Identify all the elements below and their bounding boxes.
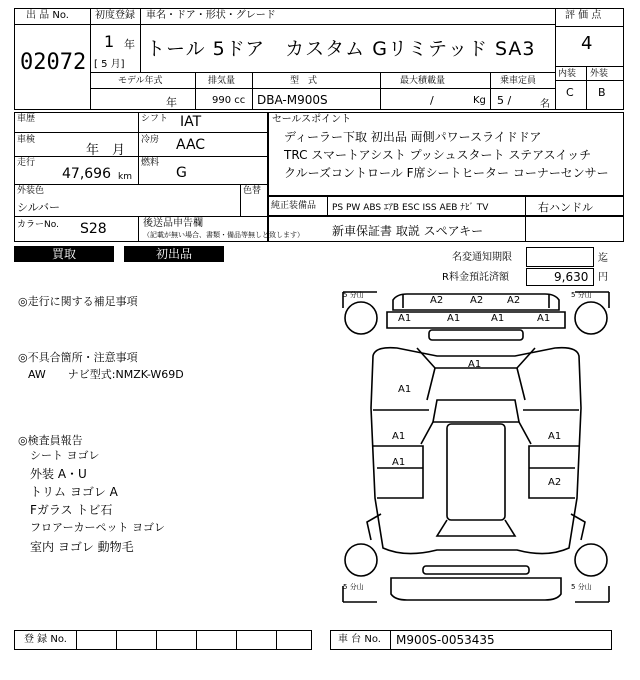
color: シルバー: [17, 201, 60, 214]
divider: [195, 72, 196, 110]
inspector-line: フロアーカーペット ヨゴレ: [30, 521, 165, 534]
lot-label: 出 品 No.: [26, 10, 69, 21]
ac: AAC: [176, 137, 206, 153]
chassis-number: M900S-0053435: [396, 633, 495, 647]
damage-mark: A1: [447, 313, 461, 324]
after-delivery-note: （記載が無い場合、書類・備品等無しと致します）: [143, 231, 304, 239]
divider: [90, 88, 555, 89]
divider: [586, 66, 587, 110]
tire-unit: 分山: [349, 291, 364, 299]
capacity-unit: 名: [540, 99, 550, 110]
model-year-label: モデル年式: [118, 76, 163, 86]
tire-depth: 5: [571, 583, 576, 591]
damage-mark: A1: [392, 457, 406, 468]
damage-mark: A1: [398, 384, 412, 395]
first-listing-badge: 初出品: [124, 246, 224, 262]
divider: [390, 630, 391, 650]
divider: [252, 72, 253, 110]
displacement-label: 排気量: [208, 76, 236, 86]
recycle-value: 9,630: [554, 270, 589, 284]
reg-no-label: 登 録 No.: [24, 634, 67, 645]
tire-fr-label: [571, 290, 592, 300]
tire-depth: 5: [343, 583, 348, 591]
inspector-line: トリム ヨゴレ A: [30, 485, 118, 499]
divider: [14, 216, 268, 217]
tire-unit: 分山: [577, 583, 592, 591]
score-label: 評 価 点: [565, 10, 602, 21]
tire-depth: 5: [343, 291, 348, 299]
driving-notes-title: ◎走行に関する補足事項: [18, 295, 138, 308]
chassis-label: 車 台 No.: [338, 634, 381, 645]
divider: [236, 630, 237, 650]
wheel-front-right: [575, 302, 607, 334]
sales-point-line: クルーズコントロール F席シートヒーター コーナーセンサー: [284, 166, 609, 180]
divider: [138, 112, 139, 184]
divider: [14, 132, 268, 133]
inspector-line: 外装 A・U: [30, 467, 87, 481]
first-reg-year-unit: 年: [124, 38, 135, 51]
defects-line: AW ナビ型式:NMZK-W69D: [28, 368, 184, 381]
tire-depth: 5: [571, 291, 576, 299]
interior-label: 内装: [558, 69, 577, 79]
inspector-title: ◎検査員報告: [18, 434, 83, 447]
interior-grade: C: [566, 86, 574, 99]
sales-points-title: セールスポイント: [272, 114, 352, 125]
divider: [380, 72, 381, 110]
exterior-label: 外装: [590, 69, 609, 79]
handle-side: 右ハンドル: [538, 201, 593, 214]
wheel-rear-right: [575, 544, 607, 576]
wheel-front-left: [345, 302, 377, 334]
divider: [196, 630, 197, 650]
lot-number: 02072: [20, 50, 87, 75]
score: 4: [581, 33, 593, 54]
tire-fl-label: [343, 290, 364, 300]
divider: [276, 630, 277, 650]
divider: [138, 216, 139, 242]
model-year-unit: 年: [166, 96, 177, 109]
sales-point-line: ディーラー下取 初出品 両側パワースライドドア: [284, 130, 542, 144]
damage-mark: A2: [470, 295, 484, 306]
type-label: 型 式: [290, 76, 318, 86]
capacity-label: 乗車定員: [500, 76, 537, 86]
equipment-label: 純正装備品: [271, 201, 317, 211]
damage-mark: A1: [537, 313, 551, 324]
fuel: G: [176, 165, 187, 181]
damage-mark: A1: [468, 359, 482, 370]
deadline-box: [526, 247, 594, 267]
shift-label: シフト: [141, 114, 169, 124]
shift: IAT: [180, 114, 202, 130]
divider: [14, 24, 90, 25]
type: DBA-M900S: [257, 93, 328, 107]
divider: [140, 8, 141, 72]
recycle-unit: 円: [598, 272, 608, 283]
divider: [116, 630, 117, 650]
capacity: 5 /: [497, 94, 512, 107]
max-load: /: [430, 94, 434, 107]
inspector-line: シート ヨゴレ: [30, 449, 100, 462]
tire-rl-label: [343, 582, 364, 592]
damage-mark: A1: [491, 313, 505, 324]
divider: [555, 26, 624, 27]
divider: [525, 216, 526, 242]
damage-mark: A2: [430, 295, 444, 306]
color-no: S28: [80, 221, 107, 237]
divider: [14, 184, 268, 185]
wheel-rear-left: [345, 544, 377, 576]
damage-mark: A1: [398, 313, 412, 324]
first-reg-year: 1: [104, 32, 115, 51]
defects-title: ◎不具合箇所・注意事項: [18, 351, 138, 364]
color-label: 外装色: [17, 186, 45, 196]
warranty-items: 新車保証書 取説 スペアキー: [332, 224, 484, 238]
car-name: トール 5ドア カスタム Gリミテッド SA3: [146, 38, 536, 60]
damage-mark: A1: [392, 431, 406, 442]
damage-mark: A1: [548, 431, 562, 442]
divider: [76, 630, 77, 650]
inspector-line: Fガラス トビ石: [30, 503, 113, 517]
equipment-items: PS PW ABS ｴｱB ESC ISS AEB ﾅﾋﾞ TV: [332, 203, 489, 213]
damage-mark: A2: [507, 295, 521, 306]
fuel-label: 燃料: [141, 158, 160, 168]
deadline-label: 名変通知期限: [452, 252, 512, 263]
max-load-unit: Kg: [473, 95, 486, 106]
divider: [90, 72, 555, 73]
recycle-label: R料金預託済額: [442, 272, 509, 283]
damage-mark: A2: [548, 477, 562, 488]
car-diagram: [337, 288, 615, 606]
displacement: 990 cc: [212, 95, 246, 106]
color-change-label: 色替: [243, 186, 262, 196]
divider: [327, 196, 328, 216]
divider: [490, 72, 491, 110]
first-reg-label: 初度登録: [95, 10, 135, 21]
inspection-value: 年 月: [86, 143, 126, 158]
divider: [555, 66, 624, 67]
mileage: 47,696: [62, 166, 111, 182]
divider: [240, 184, 241, 216]
first-reg-month: [ 5 月]: [94, 59, 125, 70]
mileage-unit: km: [118, 172, 132, 182]
tire-rr-label: [571, 582, 592, 592]
history-label: 車歴: [17, 114, 36, 124]
divider: [156, 630, 157, 650]
sales-point-line: TRC スマートアシスト プッシュスタート ステアスイッチ: [284, 148, 592, 162]
divider: [90, 24, 555, 25]
buy-badge: 買取: [14, 246, 114, 262]
divider: [555, 8, 556, 110]
car-name-label: 車名・ドア・形状・グレード: [146, 10, 276, 21]
deadline-suffix: 迄: [598, 253, 608, 264]
mileage-label: 走行: [17, 158, 36, 168]
divider: [555, 80, 624, 81]
max-load-label: 最大積載量: [400, 76, 446, 86]
divider: [14, 156, 268, 157]
ac-label: 冷房: [141, 135, 160, 145]
tire-unit: 分山: [349, 583, 364, 591]
tire-unit: 分山: [577, 291, 592, 299]
inspector-line: 室内 ヨゴレ 動物毛: [30, 540, 134, 554]
after-delivery-label: 後送品申告欄: [143, 218, 203, 229]
exterior-grade: B: [598, 86, 606, 99]
inspection-label: 車検: [17, 135, 36, 145]
color-no-label: カラーNo.: [17, 220, 59, 230]
